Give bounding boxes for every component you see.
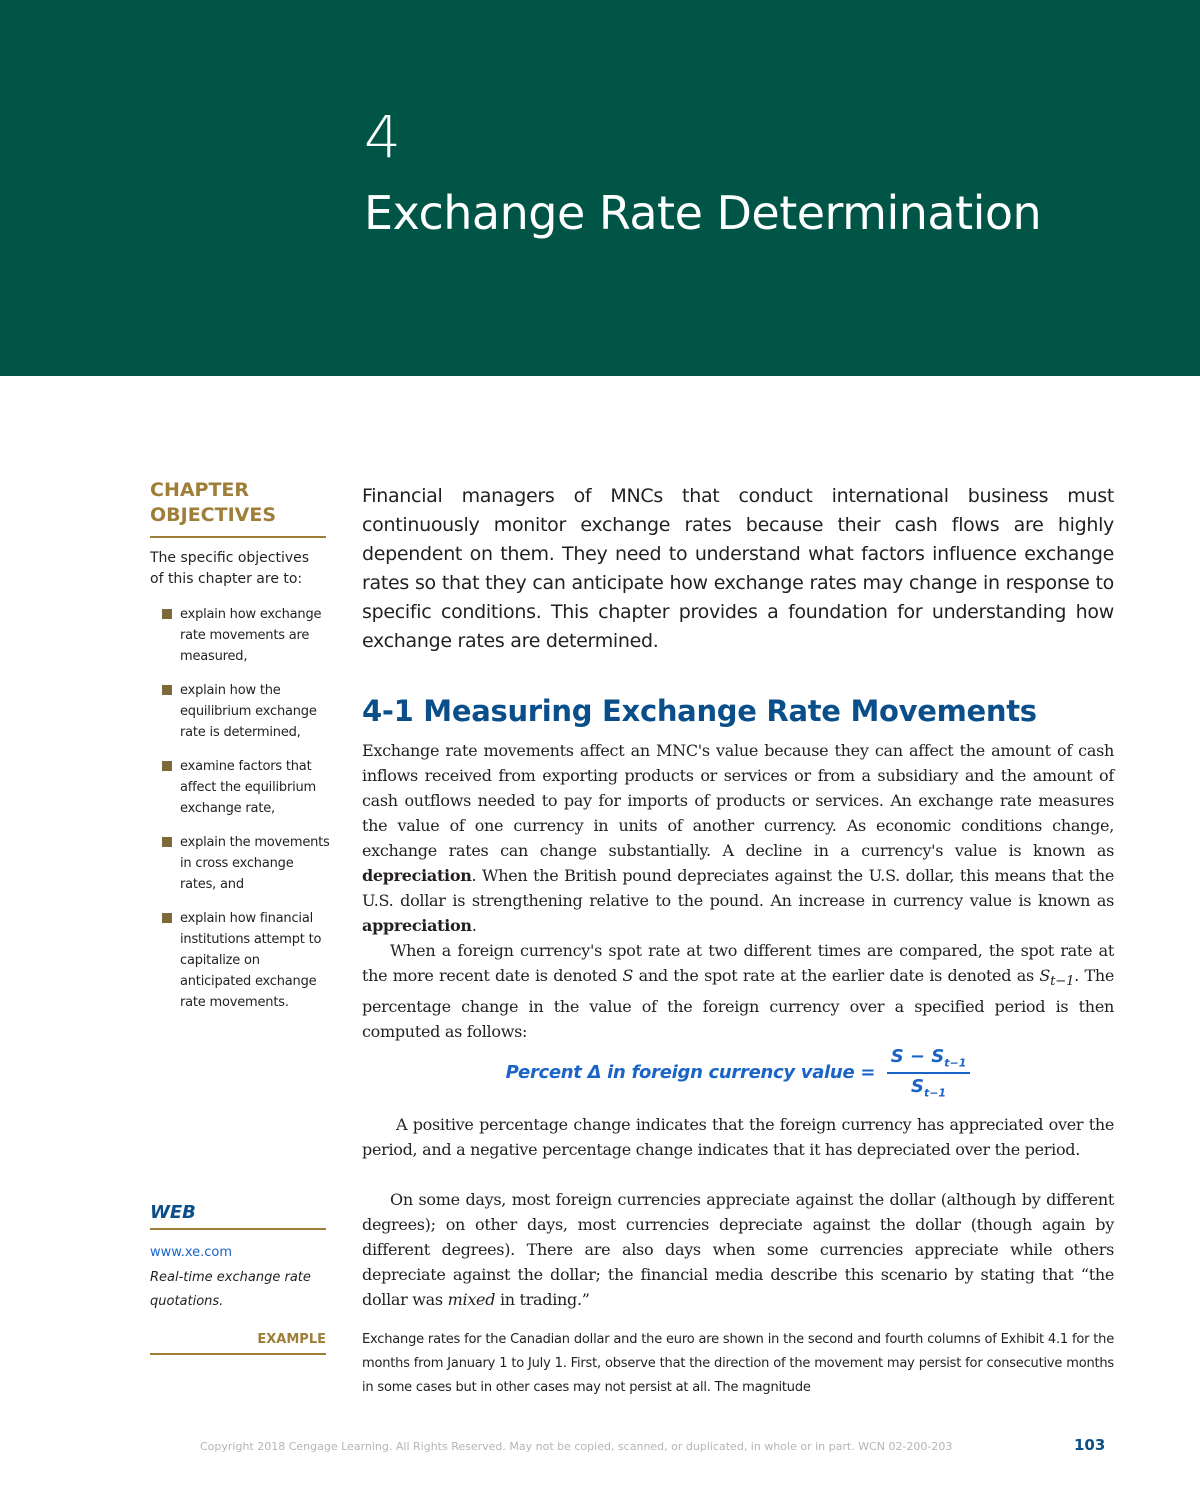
- example-paragraph: Exchange rates for the Canadian dollar and the euro are shown in the second and fourth columns of Exhibit 4.1 for the months from January 1 to July 1. First, observe that the direction of the movement may persist for consecutive months in some cases but in other cases may not persist at all. The magnitude: [362, 1332, 1114, 1395]
- copyright-footer: Copyright 2018 Cengage Learning. All Rights Reserved. May not be copied, scanned, or duplicated, in whole or in part. WCN 02-200-203: [200, 1440, 953, 1453]
- percent-change-formula: [362, 1046, 1114, 1099]
- paragraph-spot-rate: [362, 938, 1114, 1044]
- text-run: .: [471, 916, 477, 935]
- page-number: 103: [1074, 1436, 1106, 1454]
- web-link[interactable]: www.xe.com: [150, 1245, 233, 1260]
- objective-item: [160, 756, 330, 819]
- paragraph-measuring: [362, 738, 1114, 938]
- objective-item: [160, 908, 330, 1013]
- text-run: . When the British pound depreciates against the U.S. dollar, this means that the U.S. dollar is strengthening relative to the pound. An increase in currency value is known as: [362, 866, 1114, 910]
- formula-label: Percent Δ in foreign currency value =: [505, 1062, 876, 1084]
- objective-text: explain how exchange rate movements are measured,: [180, 607, 322, 664]
- bullet-square-icon: [162, 837, 172, 847]
- objective-text: explain how financial institutions attempt to capitalize on anticipated exchange rate movements.: [180, 911, 322, 1010]
- chapter-number: 4: [364, 103, 401, 171]
- bullet-square-icon: [162, 761, 172, 771]
- formula-numerator: $S - S_{t-1}$: [887, 1046, 971, 1074]
- objectives-heading: [150, 478, 326, 538]
- objectives-heading-line2: OBJECTIVES: [150, 504, 277, 526]
- objective-text: explain the movements in cross exchange rates, and: [180, 835, 330, 892]
- paragraph-positive-change: A positive percentage change indicates that the foreign currency has appreciated over the period, and a negative percentage change indicates that it has depreciated over the period.: [362, 1115, 1114, 1159]
- objectives-heading-line1: CHAPTER: [150, 479, 250, 501]
- chapter-banner: [0, 0, 1200, 376]
- web-heading: WEB: [150, 1202, 326, 1230]
- term-appreciation: appreciation: [362, 916, 472, 935]
- text-run: On some days, most foreign currencies appreciate against the dollar (although by different degrees); on other days, most currencies depreciate against the dollar (though again by different degrees). There are also days when some currencies appreciate while others depreciate against the dollar; the financial media describe this scenario by stating that “the dollar was: [362, 1190, 1114, 1309]
- chapter-title: Exchange Rate Determination: [364, 186, 1042, 240]
- section-heading: 4-1 Measuring Exchange Rate Movements: [362, 694, 1037, 728]
- objectives-list: [160, 604, 330, 1026]
- bullet-square-icon: [162, 685, 172, 695]
- text-run: and the spot rate at the earlier date is denoted as: [633, 966, 1040, 985]
- term-mixed: mixed: [447, 1290, 496, 1309]
- web-description: Real-time exchange rate quotations.: [150, 1270, 311, 1309]
- bullet-square-icon: [162, 913, 172, 923]
- objective-text: examine factors that affect the equilibrium exchange rate,: [180, 759, 316, 816]
- symbol-subscript: t−1: [1050, 974, 1075, 990]
- example-label: EXAMPLE: [150, 1332, 326, 1355]
- objective-item: [160, 604, 330, 667]
- text-run: When a foreign currency's spot rate at two different times are compared, the spot rate at the more recent date is denoted: [362, 941, 1114, 985]
- intro-paragraph: Financial managers of MNCs that conduct international business must continuously monitor exchange rates because their cash flows are highly dependent on them. They need to understand what factors influence exchange rates so that they can anticipate how exchange rates may change in response to specific conditions. This chapter provides a foundation for understanding how exchange rates are determined.: [362, 485, 1114, 652]
- text-run: in trading.”: [495, 1290, 590, 1309]
- bullet-square-icon: [162, 609, 172, 619]
- formula-denominator: $S_{t-1}$: [910, 1075, 947, 1100]
- objective-item: [160, 832, 330, 895]
- paragraph-mixed: [362, 1187, 1114, 1312]
- objective-item: [160, 680, 330, 743]
- text-run: Exchange rate movements affect an MNC's value because they can affect the amount of cash inflows received from exporting products or services or from a subsidiary and the amount of cash outflows needed to pay for imports of products or services. An exchange rate measures the value of one currency in units of another currency. As economic conditions change, exchange rates can change substantially. A decline in a currency's value is known as: [362, 741, 1114, 860]
- text-run: . The percentage change in the value of the foreign currency over a specified period is then computed as follows:: [362, 966, 1115, 1042]
- term-depreciation: depreciation: [362, 866, 472, 885]
- symbol-s: S: [622, 966, 634, 985]
- formula-fraction: [887, 1046, 971, 1099]
- objective-text: explain how the equilibrium exchange rate is determined,: [180, 683, 317, 740]
- objectives-intro: The specific objectives of this chapter are to:: [150, 550, 310, 587]
- symbol-s-prev: S: [1039, 966, 1051, 985]
